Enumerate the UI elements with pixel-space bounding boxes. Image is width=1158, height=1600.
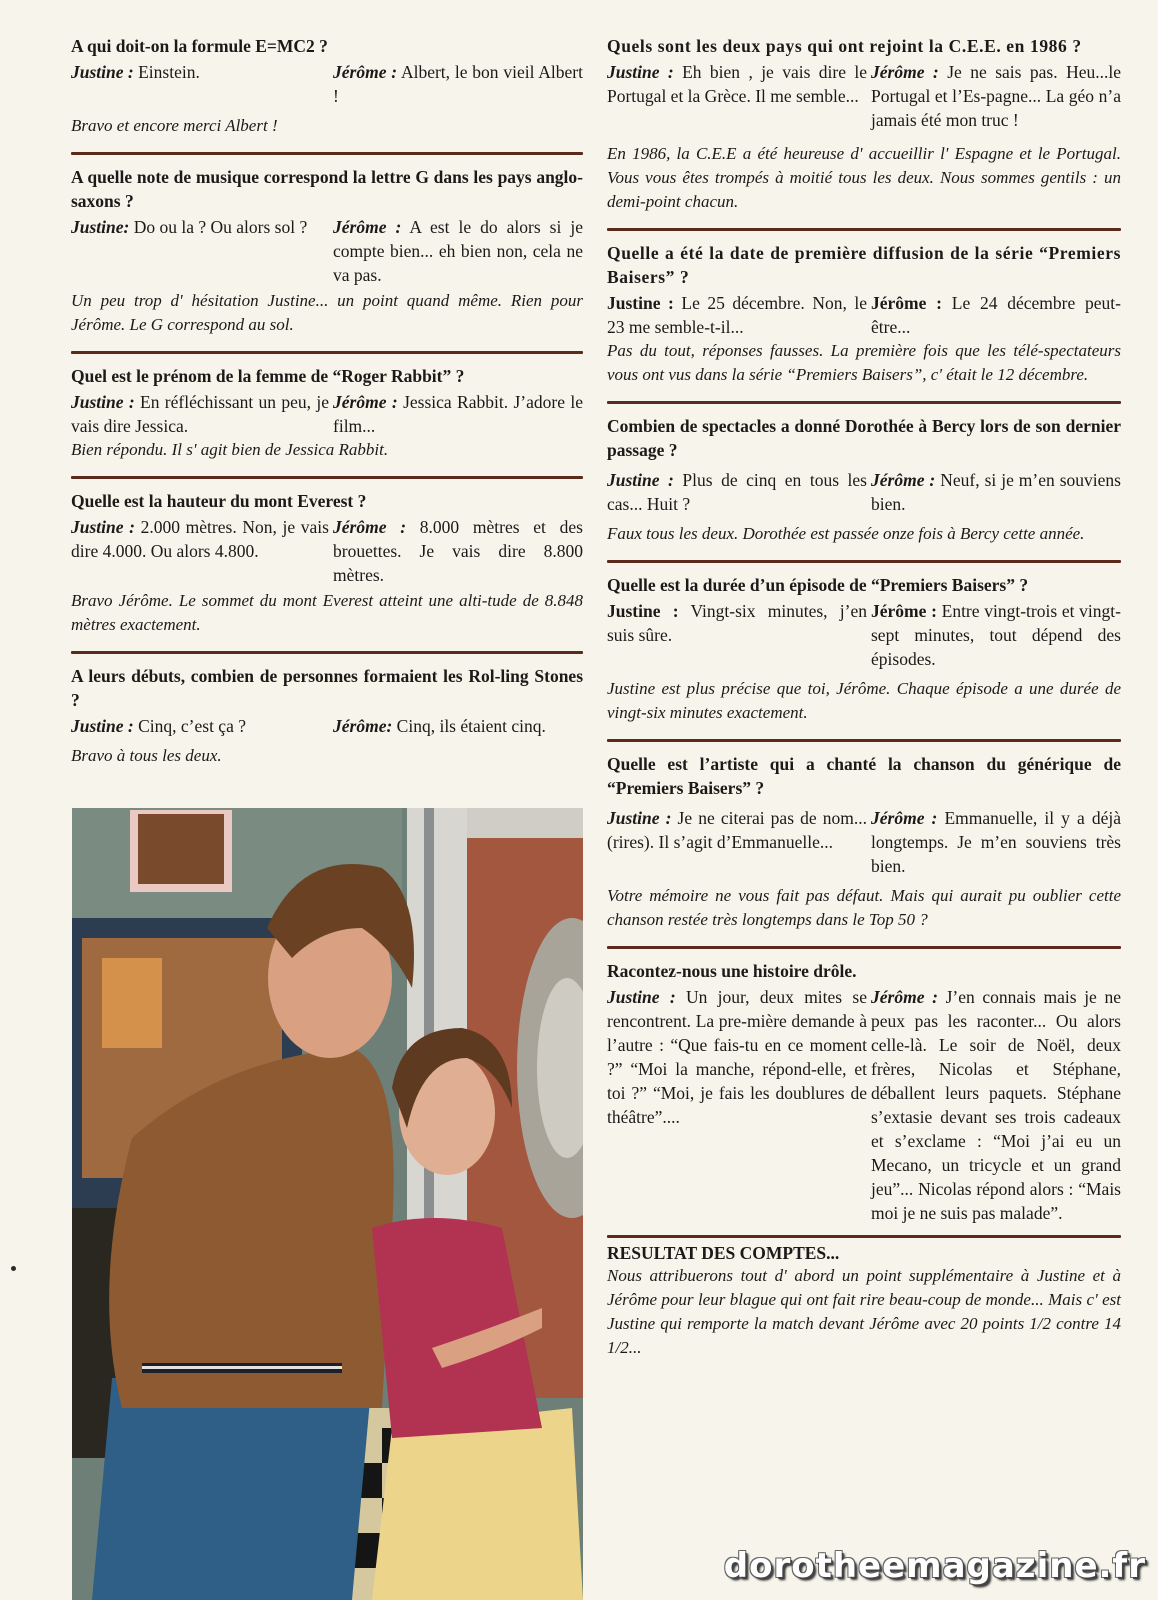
jerome-label: Jérôme :: [871, 808, 938, 828]
justine-answer: [607, 985, 871, 1225]
answers: [71, 515, 583, 587]
right-column: [607, 34, 1121, 1360]
question: Quelle est l’artiste qui a chanté la chanson du générique de “Premiers Baisers” ?: [607, 754, 1121, 798]
jerome-answer: [871, 985, 1121, 1225]
qa-rolling-stones: [71, 664, 583, 774]
justine-answer: [71, 60, 333, 108]
divider: [71, 351, 583, 354]
jerome-label: Jérôme :: [871, 293, 942, 313]
jerome-label: Jérôme :: [871, 62, 939, 82]
jerome-text: Je ne sais pas. Heu...le Portugal et l’Es-pagne... La géo n’a jamais été mon truc !: [871, 62, 1121, 130]
answers: [607, 291, 1121, 339]
justine-label: Justine :: [607, 987, 676, 1007]
question: Quelle est la durée d’un épisode de “Premiers Baisers” ?: [607, 575, 1029, 595]
justine-label: Justine :: [71, 517, 135, 537]
justine-answer: [607, 468, 871, 516]
justine-label: Justine :: [607, 293, 674, 313]
verdict: Bravo Jérôme. Le sommet du mont Everest atteint une alti-tude de 8.848 mètres exactement.: [71, 591, 583, 634]
jerome-text: Le 24 décembre peut-être...: [871, 293, 1121, 337]
jerome-answer: [333, 390, 583, 438]
question: Quelle a été la date de première diffusion de la série “Premiers Baisers” ?: [607, 243, 1121, 287]
divider: [607, 946, 1121, 949]
jerome-label: Jérôme :: [871, 987, 938, 1007]
watermark-logo: dorotheemagazine.fr: [723, 1546, 1146, 1586]
justine-label: Justine :: [607, 808, 672, 828]
divider: [607, 560, 1121, 563]
verdict: Votre mémoire ne vous fait pas défaut. Mais qui aurait pu oublier cette chanson restée très longtemps dans le Top 50 ?: [607, 886, 1121, 929]
jerome-text: J’en connais mais je ne peux pas les raconter... Ou alors celle-là. Le soir de Noël, deux frères, Nicolas et Stéphane, déballent leurs paquets. Stéphane s’extasie devant ses trois cadeaux et s’exclame : “Moi j’ai eu un Mecano, un tricycle et un grand jeu”... Nicolas répond alors : “Mais moi je ne suis pas malade”.: [871, 987, 1121, 1223]
justine-label: Justine :: [71, 62, 134, 82]
verdict: Justine est plus précise que toi, Jérôme. Chaque épisode a une durée de vingt-six minutes exactement.: [607, 679, 1121, 722]
photo-illustration: [72, 808, 583, 1600]
divider: [71, 152, 583, 155]
justine-text: Le 25 décembre. Non, le 23 me semble-t-il...: [607, 293, 868, 337]
justine-answer: [607, 60, 871, 132]
answers: [71, 60, 583, 108]
print-speck: [11, 1266, 16, 1271]
verdict: En 1986, la C.E.E a été heureuse d' accueillir l' Espagne et le Portugal. Vous vous êtes trompés à moitié tous les deux. Nous sommes gentils : un demi-point chacun.: [607, 144, 1121, 211]
photo-justine-jerome: [72, 808, 583, 1600]
justine-answer: [607, 806, 871, 878]
verdict: Bien répondu. Il s' agit bien de Jessica Rabbit.: [71, 440, 389, 459]
verdict: Pas du tout, réponses fausses. La première fois que les télé-spectateurs vous ont vus dans la série “Premiers Baisers”, c' était le 12 décembre.: [607, 341, 1121, 384]
justine-answer: [71, 390, 333, 438]
justine-text: 2.000 mètres. Non, je vais dire 4.000. Ou alors 4.800.: [71, 517, 329, 561]
question: Quelle est la hauteur du mont Everest ?: [71, 491, 367, 511]
left-column: [71, 34, 583, 774]
justine-text: En réfléchissant un peu, je vais dire Jessica.: [71, 392, 329, 436]
qa-cee: [607, 34, 1121, 220]
qa-histoire-drole: [607, 959, 1121, 1231]
qa-everest: [71, 489, 583, 643]
question: Combien de spectacles a donné Dorothée à Bercy lors de son dernier passage ?: [607, 416, 1121, 460]
jerome-answer: [871, 60, 1121, 132]
divider: [607, 1235, 1121, 1238]
verdict: Un peu trop d' hésitation Justine... un point quand même. Rien pour Jérôme. Le G correspond au sol.: [71, 291, 583, 334]
justine-label: Justine :: [607, 601, 679, 621]
jerome-label: Jérôme :: [871, 601, 937, 621]
verdict: Bravo à tous les deux.: [71, 746, 222, 765]
justine-text: Do ou la ? Ou alors sol ?: [129, 217, 308, 237]
qa-duree-episode: [607, 573, 1121, 731]
jerome-text: Cinq, ils étaient cinq.: [392, 716, 546, 736]
justine-answer: [607, 599, 871, 671]
jerome-label: Jérôme :: [333, 392, 398, 412]
justine-text: Plus de cinq en tous les cas... Huit ?: [607, 470, 867, 514]
justine-text: Eh bien , je vais dire le Portugal et la Grèce. Il me semble...: [607, 62, 867, 106]
qa-generique: [607, 752, 1121, 938]
jerome-text: 8.000 mètres et des brouettes. Je vais dire 8.800 mètres.: [333, 517, 583, 585]
question: A quelle note de musique correspond la lettre G dans les pays anglo-saxons ?: [71, 167, 583, 211]
jerome-answer: [333, 215, 583, 287]
justine-answer: [71, 714, 333, 738]
justine-label: Justine :: [71, 392, 135, 412]
jerome-text: Neuf, si je m’en souviens bien.: [871, 470, 1121, 514]
jerome-text: Jessica Rabbit. J’adore le film...: [333, 392, 584, 436]
justine-label: Justine:: [71, 217, 130, 237]
question: A leurs débuts, combien de personnes formaient les Rol-ling Stones ?: [71, 666, 583, 710]
jerome-label: Jérôme :: [333, 217, 402, 237]
jerome-text: A est le do alors si je compte bien... eh bien non, cela ne va pas.: [333, 217, 583, 285]
answers: [71, 714, 583, 738]
jerome-answer: [871, 468, 1121, 516]
justine-label: Justine :: [607, 470, 674, 490]
jerome-text: Entre vingt-trois et vingt-sept minutes, tout dépend des épisodes.: [871, 601, 1121, 669]
justine-text: Je ne citerai pas de nom... (rires). Il s’agit d’Emmanuelle...: [607, 808, 867, 852]
qa-note-g: [71, 165, 583, 343]
question: A qui doit-on la formule E=MC2 ?: [71, 36, 328, 56]
divider: [607, 228, 1121, 231]
qa-bercy: [607, 414, 1121, 552]
justine-text: Vingt-six minutes, j’en suis sûre.: [607, 601, 867, 645]
answers: [607, 985, 1121, 1225]
answers: [607, 599, 1121, 671]
jerome-label: Jérôme :: [333, 62, 398, 82]
justine-answer: [71, 515, 333, 587]
divider: [71, 651, 583, 654]
jerome-answer: [333, 515, 583, 587]
jerome-text: Albert, le bon vieil Albert !: [333, 62, 583, 106]
qa-premiere-diffusion: [607, 241, 1121, 393]
qa-emc2: [71, 34, 583, 144]
question: Quel est le prénom de la femme de “Roger Rabbit” ?: [71, 366, 465, 386]
qa-roger-rabbit: [71, 364, 583, 468]
jerome-answer: [871, 599, 1121, 671]
jerome-answer: [871, 806, 1121, 878]
results-text: Nous attribuerons tout d' abord un point supplémentaire à Justine et à Jérôme pour leur blague qui ont fait rire beau-coup de monde... Mais c' est Justine qui remporte la match devant Jérôme avec 20 points 1/2 contre 14 1/2...: [607, 1266, 1121, 1357]
question: Quels sont les deux pays qui ont rejoint la C.E.E. en 1986 ?: [607, 36, 1082, 56]
verdict: Bravo et encore merci Albert !: [71, 116, 278, 135]
justine-answer: [71, 215, 333, 287]
jerome-answer: [333, 714, 583, 738]
answers: [607, 468, 1121, 516]
divider: [607, 401, 1121, 404]
jerome-answer: [333, 60, 583, 108]
results-title: RESULTAT DES COMPTES...: [607, 1243, 840, 1263]
justine-text: Einstein.: [133, 62, 200, 82]
justine-answer: [607, 291, 871, 339]
justine-label: Justine :: [71, 716, 134, 736]
justine-text: Un jour, deux mites se rencontrent. La pre-mière demande à l’autre : “Que fais-tu en ce moment ?” “Moi la manche, répond-elle, et toi ?” “Moi, je fais les doublures de théâtre”....: [607, 987, 867, 1127]
question: Racontez-nous une histoire drôle.: [607, 961, 857, 981]
divider: [607, 739, 1121, 742]
answers: [71, 390, 583, 438]
jerome-label: Jérôme :: [871, 470, 936, 490]
verdict: Faux tous les deux. Dorothée est passée onze fois à Bercy cette année.: [607, 524, 1085, 543]
jerome-label: Jérôme:: [333, 716, 393, 736]
answers: [607, 60, 1121, 132]
jerome-label: Jérôme :: [333, 517, 407, 537]
justine-text: Cinq, c’est ça ?: [133, 716, 246, 736]
jerome-answer: [871, 291, 1121, 339]
divider: [71, 476, 583, 479]
answers: [71, 215, 583, 287]
justine-label: Justine :: [607, 62, 674, 82]
jerome-text: Emmanuelle, il y a déjà longtemps. Je m’en souviens très bien.: [871, 808, 1121, 876]
results-section: [607, 1242, 1121, 1360]
answers: [607, 806, 1121, 878]
